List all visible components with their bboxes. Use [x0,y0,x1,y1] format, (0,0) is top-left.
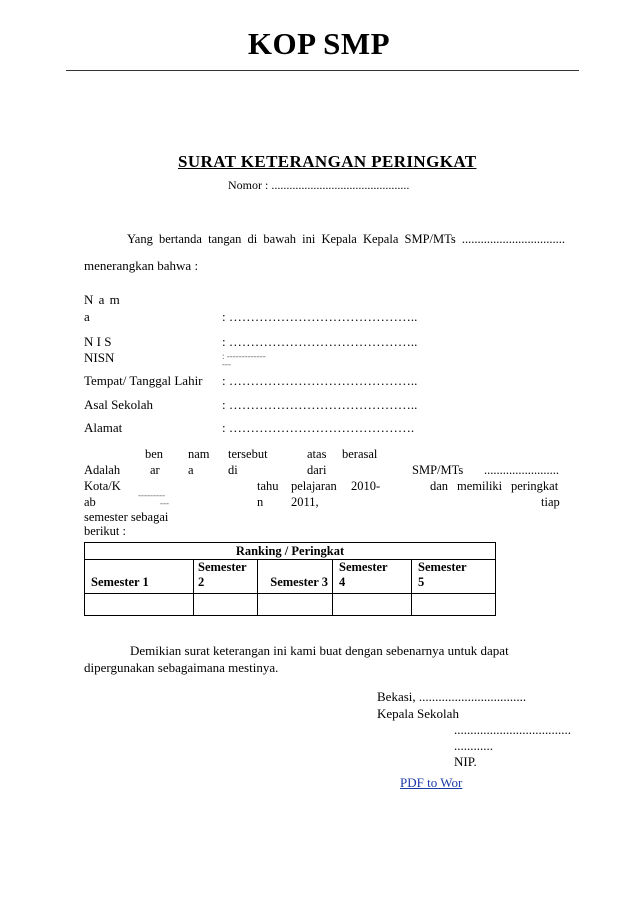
semester-3-header [258,560,333,594]
body-word: a [188,463,194,477]
document-title: SURAT KETERANGAN PERINGKAT [178,152,477,171]
body-word: memiliki [457,479,503,493]
semester-label-b: 4 [339,575,346,589]
field-label-nama-1: N a m [84,292,121,307]
table-cell [412,594,496,616]
semester-label-a: Semester [198,560,247,574]
header-divider [66,70,579,71]
closing-line-2: dipergunakan sebagaimana mestinya. [84,660,279,675]
body-word: ben [145,447,164,461]
body-word: 2010- [351,479,381,493]
body-word: nam [188,447,210,461]
field-value-nama: : …………………………………….. [222,309,418,324]
pdf-to-word-link[interactable]: PDF to Wor [400,775,463,790]
field-label-nis: N I S [84,334,112,349]
nip-label: NIP. [454,754,477,769]
field-value-ttl: : …………………………………….. [222,373,418,388]
field-value-nis: : …………………………………….. [222,334,418,349]
signature-dots: .................................... [454,722,571,737]
ranking-table [84,542,496,616]
body-word: dari [307,463,327,477]
field-label-nisn: NISN [84,350,115,365]
field-label-asal: Asal Sekolah [84,397,153,412]
table-cell [85,594,194,616]
body-word: berasal [342,447,378,461]
body-word: ........................ [484,463,559,477]
body-word: di [228,463,238,477]
nomor-line: Nomor : .............................................. [228,178,410,192]
semester-2-header [194,560,258,594]
body-word: tiap [541,495,560,509]
semester-4-header [333,560,412,594]
body-line: berikut : [84,524,127,538]
table-row [85,560,496,594]
semester-label-a: Semester [339,560,388,574]
body-line: semester sebagai [84,510,169,524]
body-word: dan [430,479,449,493]
body-word: 2011, [291,495,319,509]
body-dashes: --------- [138,490,165,500]
intro-line: Yang bertanda tangan di bawah ini Kepala Kepala SMP/MTs ................................. [127,232,565,246]
semester-1-header [85,560,194,594]
intro-line-2: menerangkan bahwa : [84,258,199,273]
semester-label-a: Semester [418,560,467,574]
field-label-ttl: Tempat/ Tanggal Lahir [84,373,203,388]
body-word: SMP/MTs [412,463,464,477]
field-value-nisn: : ------------- [222,351,266,361]
closing-line-1: Demikian surat keterangan ini kami buat dengan sebenarnya untuk dapat [130,643,509,658]
body-word: ar [150,463,160,477]
body-word: Adalah [84,463,121,477]
table-cell [333,594,412,616]
semester-label-b: 5 [418,575,425,589]
table-header: Ranking / Peringkat [85,543,496,560]
body-word: Kota/K [84,479,121,493]
body-word: pelajaran [291,479,337,493]
body-word: n [257,495,264,509]
semester-label-b: 2 [198,575,205,589]
signature-dots-2: ............ [454,738,493,753]
semester-label-b: Semester 3 [270,575,328,589]
field-label-nama-2: a [84,309,90,324]
table-row [85,594,496,616]
body-dashes: --- [160,498,169,508]
field-value-asal: : …………………………………….. [222,397,418,412]
body-word: ab [84,495,96,509]
body-word: peringkat [511,479,559,493]
semester-5-header [412,560,496,594]
table-cell [194,594,258,616]
body-word: tersebut [228,447,268,461]
table-row [85,543,496,560]
field-value-alamat: : ……………………………………. [222,420,415,435]
table-cell [258,594,333,616]
body-word: tahu [257,479,279,493]
field-label-alamat: Alamat [84,420,123,435]
signer-position: Kepala Sekolah [377,706,459,721]
semester-label-b: Semester 1 [91,575,149,589]
place-date: Bekasi, ................................. [377,689,527,704]
body-word: atas [307,447,327,461]
kop-title: KOP SMP [247,26,391,61]
field-value-nisn-2: --- [222,359,231,369]
